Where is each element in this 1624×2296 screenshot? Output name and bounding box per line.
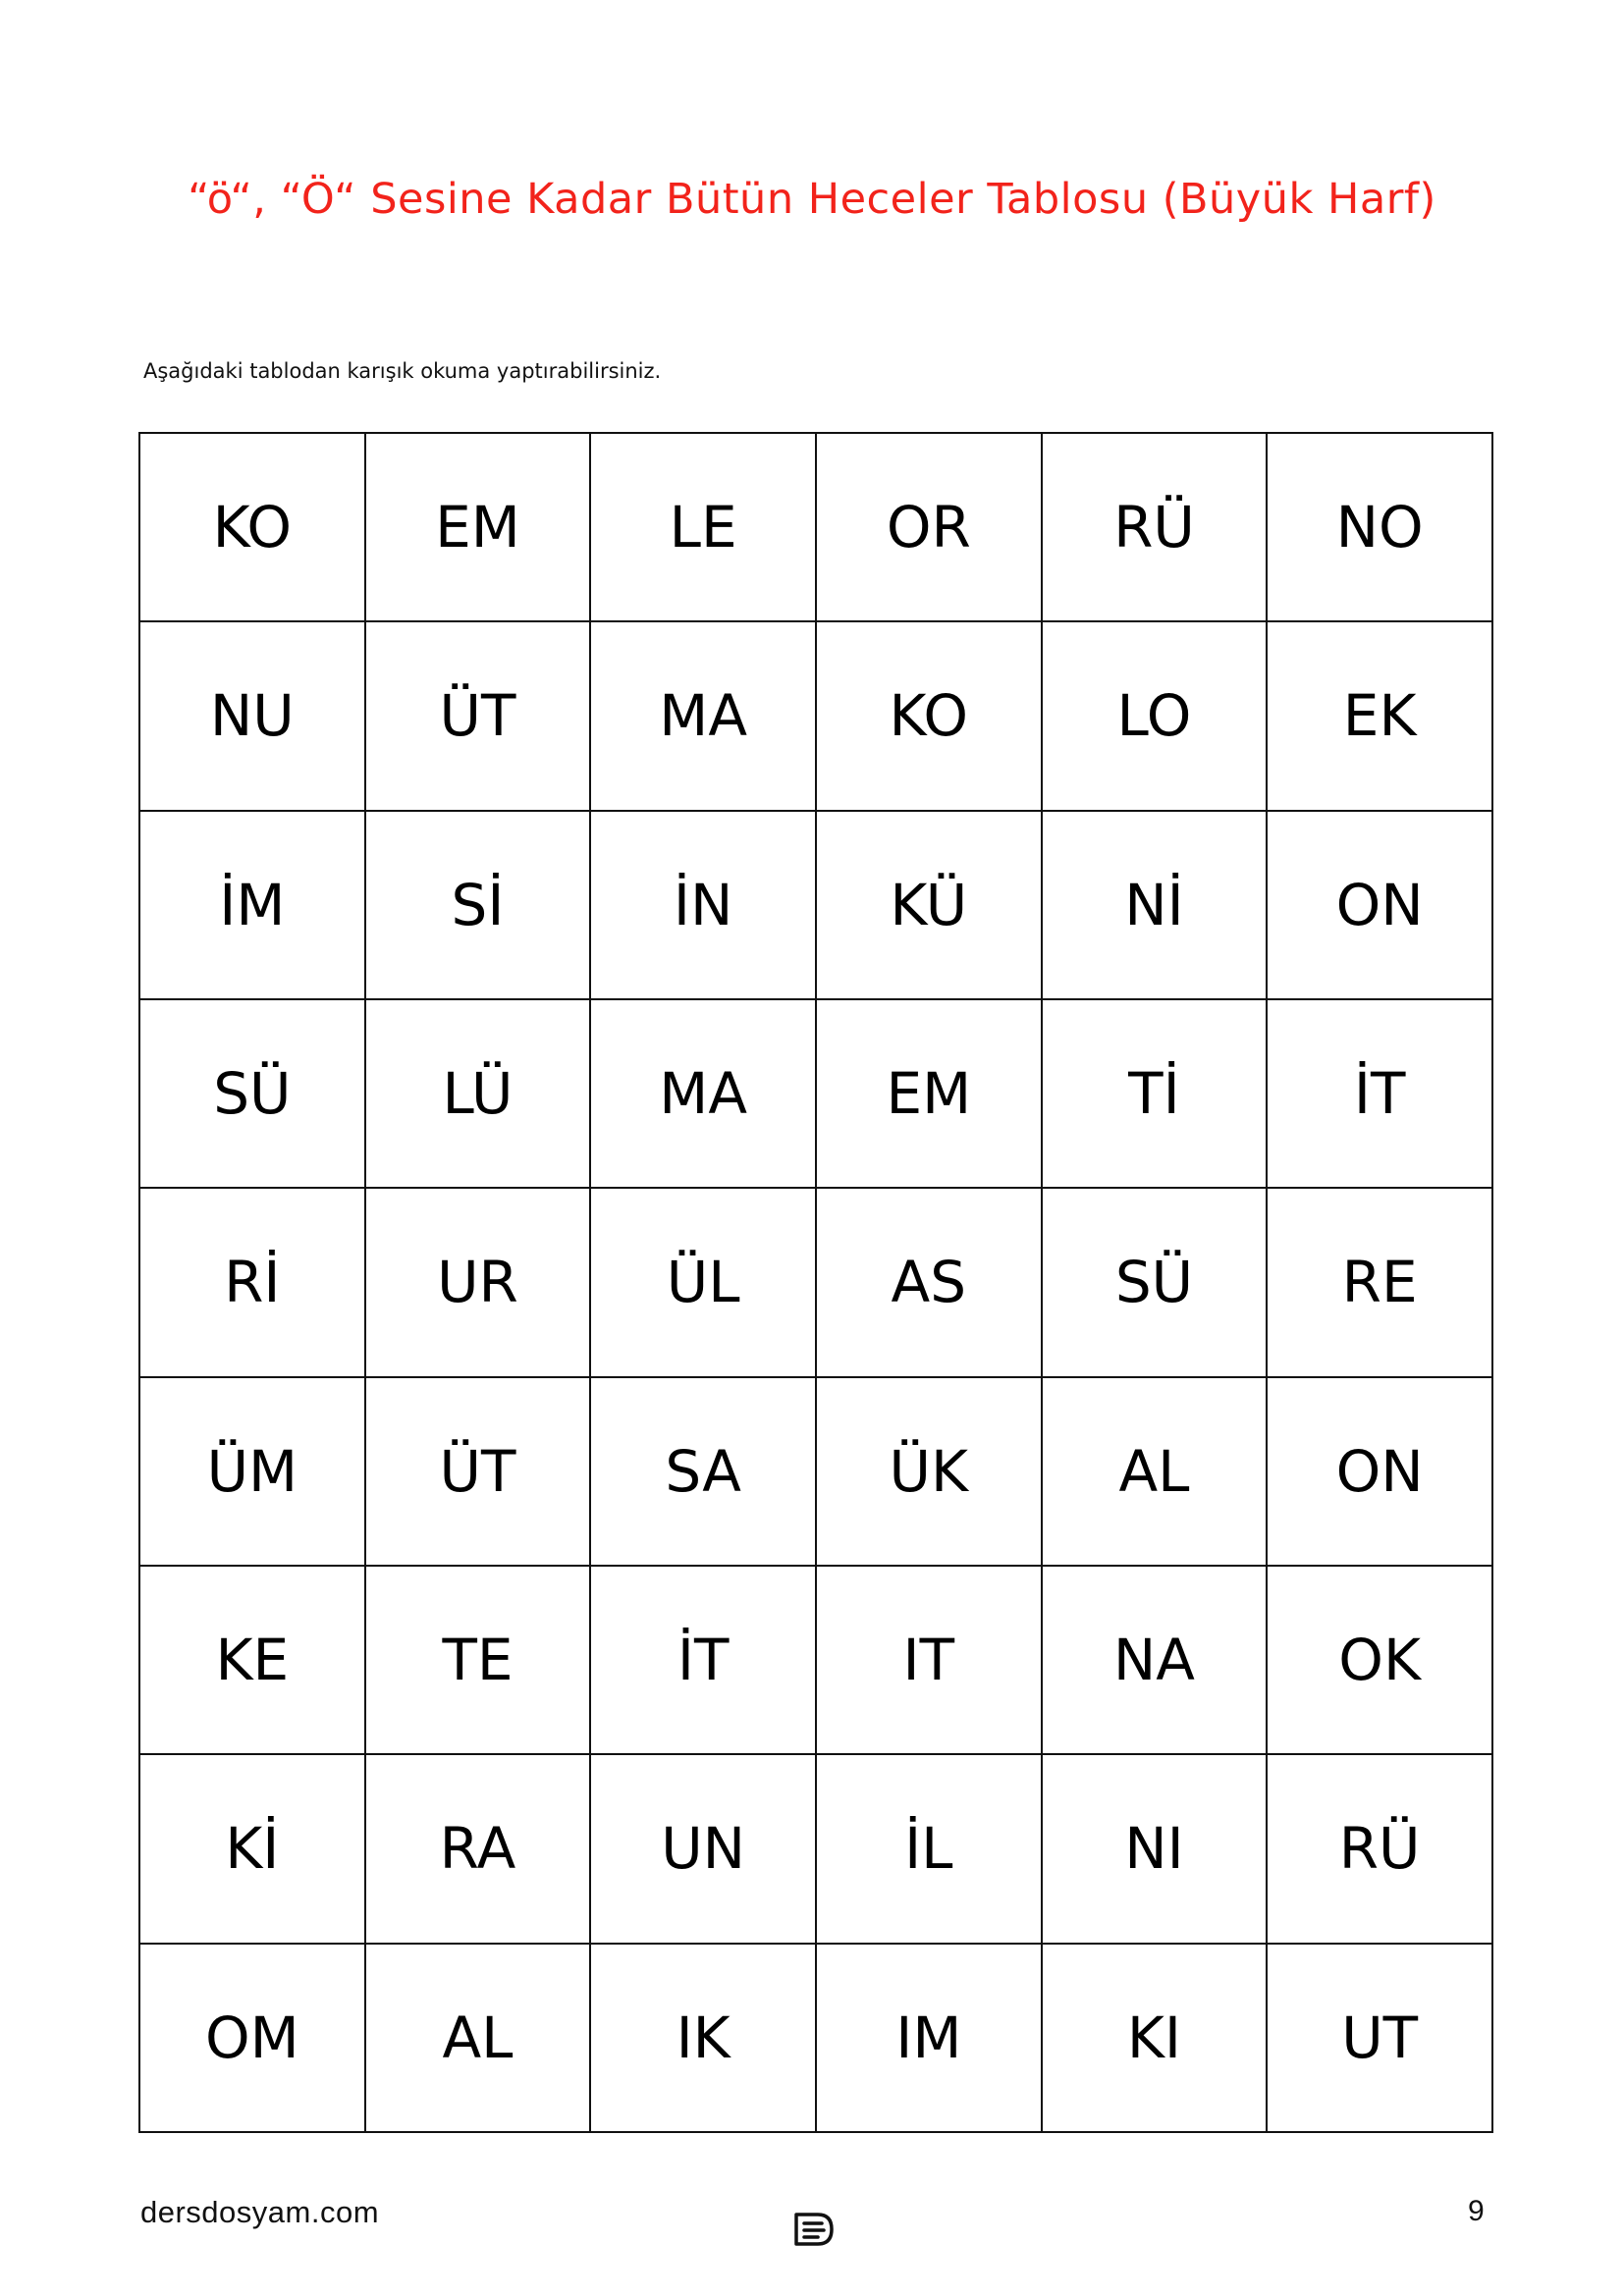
instruction-text: Aşağıdaki tablodan karışık okuma yaptırabilirsiniz. xyxy=(143,359,662,383)
page-title: “ö“, “Ö“ Sesine Kadar Bütün Heceler Tablosu (Büyük Harf) xyxy=(188,175,1436,224)
syllable-cell: EM xyxy=(816,999,1042,1188)
syllable-cell: RÜ xyxy=(1042,433,1268,621)
table-row xyxy=(139,1188,1492,1376)
syllable-cell: LE xyxy=(590,433,816,621)
table-row xyxy=(139,621,1492,810)
syllable-cell: IT xyxy=(816,1566,1042,1754)
syllable-cell: KO xyxy=(816,621,1042,810)
syllable-cell: Tİ xyxy=(1042,999,1268,1188)
syllable-cell: KI xyxy=(1042,1944,1268,2132)
syllable-cell: ÜM xyxy=(139,1377,365,1566)
syllable-cell: KE xyxy=(139,1566,365,1754)
syllable-cell: Rİ xyxy=(139,1188,365,1376)
syllable-cell: Sİ xyxy=(365,811,591,999)
syllable-cell: KÜ xyxy=(816,811,1042,999)
syllable-cell: UN xyxy=(590,1754,816,1943)
table-row xyxy=(139,1566,1492,1754)
syllable-cell: İM xyxy=(139,811,365,999)
syllable-cell: Nİ xyxy=(1042,811,1268,999)
syllable-cell: TE xyxy=(365,1566,591,1754)
syllable-cell: AL xyxy=(365,1944,591,2132)
footer-site-link[interactable]: dersdosyam.com xyxy=(140,2195,380,2229)
syllable-cell: ON xyxy=(1267,1377,1492,1566)
table-row xyxy=(139,1377,1492,1566)
syllable-cell: AL xyxy=(1042,1377,1268,1566)
syllable-cell: Kİ xyxy=(139,1754,365,1943)
syllable-cell: NA xyxy=(1042,1566,1268,1754)
syllable-cell: ÜK xyxy=(816,1377,1042,1566)
syllable-cell: UT xyxy=(1267,1944,1492,2132)
syllable-cell: OR xyxy=(816,433,1042,621)
syllable-cell: İN xyxy=(590,811,816,999)
syllable-cell: SÜ xyxy=(139,999,365,1188)
syllable-cell: RÜ xyxy=(1267,1754,1492,1943)
syllable-cell: MA xyxy=(590,621,816,810)
syllable-cell: IK xyxy=(590,1944,816,2132)
syllable-cell: KO xyxy=(139,433,365,621)
syllable-cell: LÜ xyxy=(365,999,591,1188)
syllable-cell: MA xyxy=(590,999,816,1188)
syllable-cell: OM xyxy=(139,1944,365,2132)
syllable-cell: LO xyxy=(1042,621,1268,810)
syllable-cell: OK xyxy=(1267,1566,1492,1754)
syllable-cell: ÜL xyxy=(590,1188,816,1376)
syllable-cell: İL xyxy=(816,1754,1042,1943)
table-row xyxy=(139,811,1492,999)
table-row xyxy=(139,433,1492,621)
syllable-cell: ÜT xyxy=(365,1377,591,1566)
syllable-cell: AS xyxy=(816,1188,1042,1376)
syllable-table xyxy=(138,432,1493,2133)
syllable-cell: NU xyxy=(139,621,365,810)
table-row xyxy=(139,1944,1492,2132)
syllable-cell: NI xyxy=(1042,1754,1268,1943)
syllable-cell: IM xyxy=(816,1944,1042,2132)
syllable-cell: RA xyxy=(365,1754,591,1943)
syllable-cell: UR xyxy=(365,1188,591,1376)
syllable-cell: ÜT xyxy=(365,621,591,810)
syllable-cell: EK xyxy=(1267,621,1492,810)
page-number: 9 xyxy=(1468,2195,1485,2227)
syllable-cell: İT xyxy=(1267,999,1492,1188)
syllable-cell: SÜ xyxy=(1042,1188,1268,1376)
syllable-cell: EM xyxy=(365,433,591,621)
document-logo-icon xyxy=(792,2211,838,2248)
syllable-cell: ON xyxy=(1267,811,1492,999)
table-row xyxy=(139,999,1492,1188)
syllable-cell: İT xyxy=(590,1566,816,1754)
table-row xyxy=(139,1754,1492,1943)
syllable-cell: NO xyxy=(1267,433,1492,621)
syllable-cell: SA xyxy=(590,1377,816,1566)
syllable-cell: RE xyxy=(1267,1188,1492,1376)
